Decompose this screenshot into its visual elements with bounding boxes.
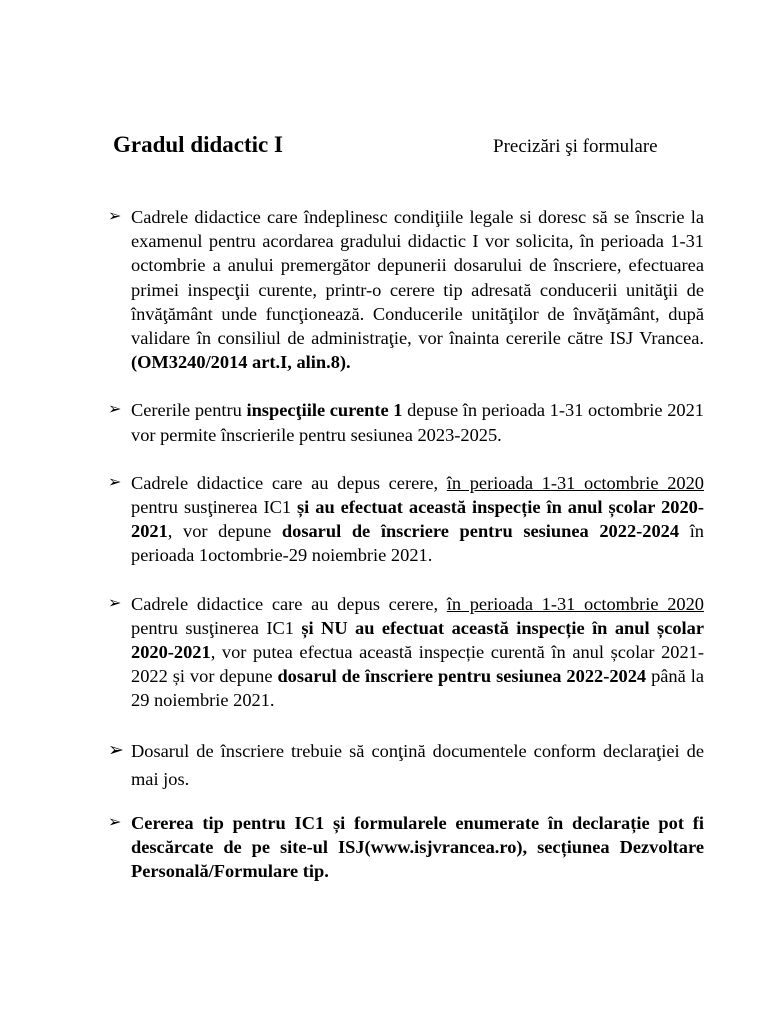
bullet-text-underlined: în perioada 1-31 octombrie 2020 [446, 593, 704, 614]
bullet-text: , vor depune [167, 521, 282, 542]
page-title: Gradul didactic I [113, 132, 283, 157]
arrow-bullet-icon: ➢ [108, 401, 122, 419]
arrow-bullet-icon: ➢ [108, 208, 122, 225]
bullet-text: pentru susţinerea IC1 [131, 617, 302, 638]
bullet-text: Cadrele didactice care îndeplinesc condiţiile legale si doresc să se înscrie la examenul pentru acordarea gradului didactic I vor solicita, în perioada 1-31 octombrie a anului premergător depunerii dosarului de înscriere, efectuarea primei inspecţii curente, printr-o cerere tip adresată conducerii unităţii de învăţământ unde funcţionează. Conducerile unităţilor de învăţământ, după validare în consiliul de administraţie, vor înainta cererile către ISJ Vrancea. [131, 207, 704, 349]
arrow-bullet-icon: ➢ [108, 739, 124, 761]
bullet-text: Cererile pentru [131, 400, 247, 421]
bullet-item-inspection-request [104, 205, 704, 374]
bullet-text: , vor putea efectua această inspecție curentă în anul școlar 2021-2022 și vor depune [131, 642, 704, 687]
bullet-item-dossier-contents [104, 737, 704, 793]
bullet-text-bold: Cererea tip pentru IC1 și formularele enumerate în declarație pot fi descărcate de pe site-ul ISJ(www.isjvrancea.ro), secțiunea Dezvoltare Personală/Formulare tip. [131, 812, 704, 882]
arrow-bullet-icon: ➢ [108, 594, 122, 612]
bullet-item-requests-2021 [104, 398, 704, 446]
bullet-text-underlined: în perioada 1-31 octombrie 2020 [446, 472, 704, 493]
bullet-text: pentru susţinerea IC1 [131, 497, 298, 518]
bullet-list [104, 205, 704, 883]
bullet-text-bold: dosarul de înscriere pentru sesiunea 2022-2024 [277, 666, 647, 687]
page-subtitle: Precizări şi formulare [493, 136, 658, 157]
bullet-item-ic1-not-completed [104, 592, 704, 713]
bullet-item-ic1-completed [104, 471, 704, 568]
bullet-text: până la 29 noiembrie 2021. [131, 666, 704, 711]
arrow-bullet-icon: ➢ [108, 473, 122, 491]
bullet-text-bold: inspecţiile curente 1 [246, 400, 403, 421]
bullet-text-bold: și NU au efectuat această inspecție în anul școlar 2020-2021 [131, 617, 704, 663]
bullet-item-forms-download [104, 811, 704, 884]
bullet-text-bold: dosarul de înscriere pentru sesiunea 2022-2024 [281, 521, 680, 542]
bullet-text: Dosarul de înscriere trebuie să conţină documentele conform declaraţiei de mai jos. [131, 740, 704, 789]
bullet-text: Cadrele didactice care au depus cerere, [131, 472, 447, 493]
arrow-bullet-icon: ➢ [108, 813, 122, 831]
bullet-text: în perioada 1octombrie-29 noiembrie 2021. [131, 521, 705, 566]
bullet-text: depuse în perioada 1-31 octombrie 2021 vor permite înscrierile pentru sesiunea 2023-2025. [131, 400, 704, 445]
bullet-text-bold: și au efectuat această inspecție în anul școlar 2020-2021 [131, 497, 705, 542]
bullet-text-bold: (OM3240/2014 art.I, alin.8). [131, 352, 351, 373]
bullet-text: Cadrele didactice care au depus cerere, [131, 593, 447, 614]
